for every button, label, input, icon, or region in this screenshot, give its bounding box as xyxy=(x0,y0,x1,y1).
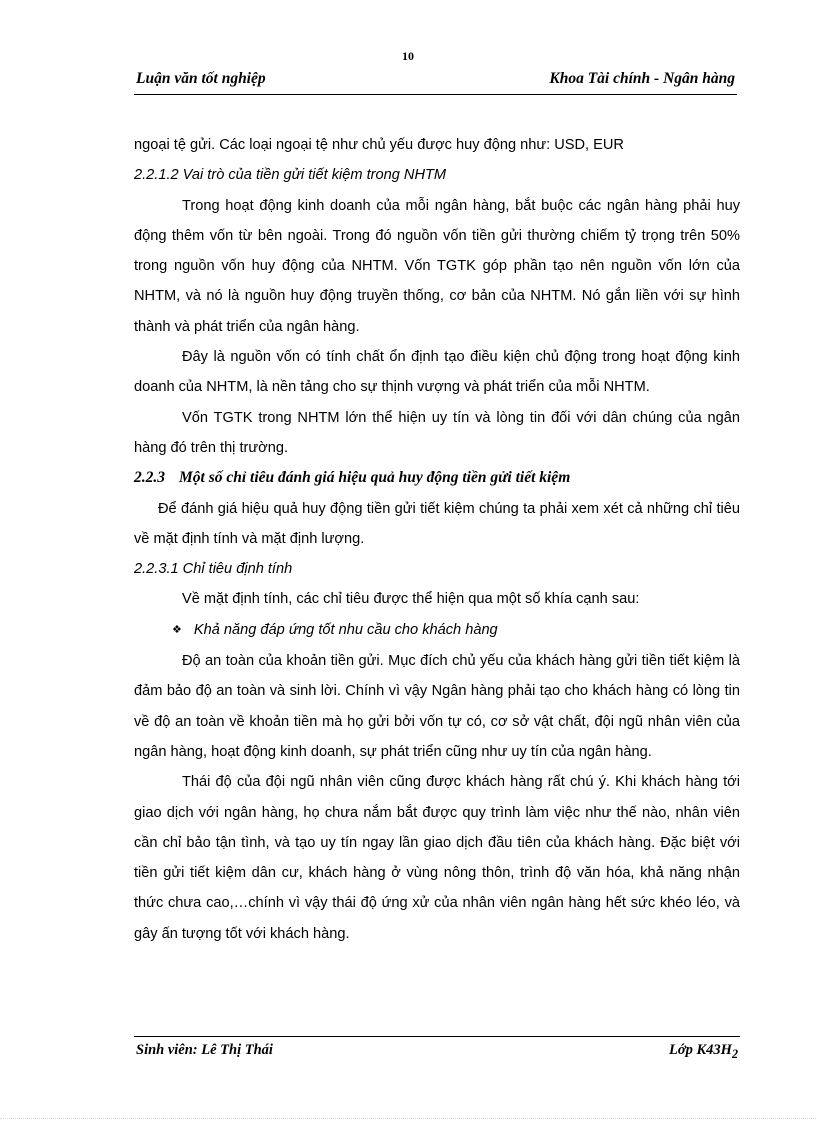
paragraph-foreign-currency: ngoại tệ gửi. Các loại ngoại tệ như chủ yếu được huy động như: USD, EUR xyxy=(134,137,624,153)
paragraph-evaluation: Để đánh giá hiệu quả huy động tiền gửi tiết kiệm chúng ta phải xem xét cả những chỉ tiêu về mặt định tính và mặt định lượng. xyxy=(134,500,740,547)
header-thesis-title: Luận văn tốt nghiệp xyxy=(136,70,266,87)
bullet-item-text: Khả năng đáp ứng tốt nhu cầu cho khách hàng xyxy=(193,621,498,638)
paragraph-staff-attitude: Thái độ của đội ngũ nhân viên cũng được khách hàng rất chú ý. Khi khách hàng tới giao dịch với ngân hàng, họ chưa nắm bắt được quy trình làm việc như thế nào, nhân viên cần chỉ bảo tận tình, và tạo uy tín ngay lần giao dịch đầu tiên của khách hàng. Đặc biệt với tiền gửi tiết kiệm dân cư, khách hàng ở vùng nông thôn, trình độ văn hóa, khả năng nhận thức chưa cao,…chính vì vậy thái độ ứng xử của nhân viên ngân hàng hết sức khéo léo, và gây ấn tượng tốt với khách hàng. xyxy=(134,774,740,942)
diamond-bullet-icon: ❖ xyxy=(172,623,182,636)
heading-2-2-3-number: 2.2.3 xyxy=(134,469,165,487)
heading-2-2-1-2: 2.2.1.2 Vai trò của tiền gửi tiết kiệm trong NHTM xyxy=(134,167,447,184)
page-header xyxy=(134,70,737,95)
paragraph-role-1: Trong hoạt động kinh doanh của mỗi ngân hàng, bắt buộc các ngân hàng phải huy động thêm vốn từ bên ngoài. Trong đó nguồn vốn tiền gửi thường chiếm tỷ trọng trên 50% trong nguồn vốn huy động của NHTM. Vốn TGTK góp phần tạo nên nguồn vốn lớn của NHTM, và nó là nguồn huy động truyền thống, cơ bản của NHTM. Nó gắn liền với sự hình thành và phát triển của ngân hàng. xyxy=(134,197,740,335)
heading-2-2-3-text: Một số chỉ tiêu đánh giá hiệu quả huy động tiền gửi tiết kiệm xyxy=(179,469,571,487)
bullet-item xyxy=(134,615,740,646)
page-number: 10 xyxy=(402,49,414,63)
footer-class xyxy=(669,1042,738,1062)
paragraph-safety: Độ an toàn của khoản tiền gửi. Mục đích chủ yếu của khách hàng gửi tiền tiết kiệm là đảm bảo độ an toàn và sinh lời. Chính vì vậy Ngân hàng phải tạo cho khách hàng có lòng tin về độ an toàn về khoản tiền mà họ gửi bởi vốn tự có, cơ sở vật chất, đội ngũ nhân viên của ngân hàng, hoạt động kinh doanh, sự phát triển cũng như uy tín của ngân hàng. xyxy=(134,653,740,760)
footer-divider xyxy=(134,1036,740,1037)
heading-2-2-3 xyxy=(134,463,740,493)
document-body xyxy=(134,130,740,949)
paragraph-role-3: Vốn TGTK trong NHTM lớn thể hiện uy tín và lòng tin đối với dân chúng của ngân hàng đó trên thị trường. xyxy=(134,409,740,456)
page-footer xyxy=(134,1042,740,1064)
paragraph-role-2: Đây là nguồn vốn có tính chất ổn định tạo điều kiện chủ động trong hoạt động kinh doanh của NHTM, là nền tảng cho sự thịnh vượng và phát triển của mỗi NHTM. xyxy=(134,349,740,396)
heading-2-2-3-1: 2.2.3.1 Chỉ tiêu định tính xyxy=(134,561,293,578)
paragraph-qualitative: Về mặt định tính, các chỉ tiêu được thể hiện qua một số khía cạnh sau: xyxy=(182,591,640,608)
footer-class-subscript: 2 xyxy=(731,1046,738,1061)
page-bottom-border xyxy=(0,1118,816,1119)
footer-class-prefix: Lớp K43H xyxy=(668,1042,732,1058)
header-faculty: Khoa Tài chính - Ngân hàng xyxy=(549,70,735,87)
footer-student: Sinh viên: Lê Thị Thái xyxy=(136,1042,273,1058)
